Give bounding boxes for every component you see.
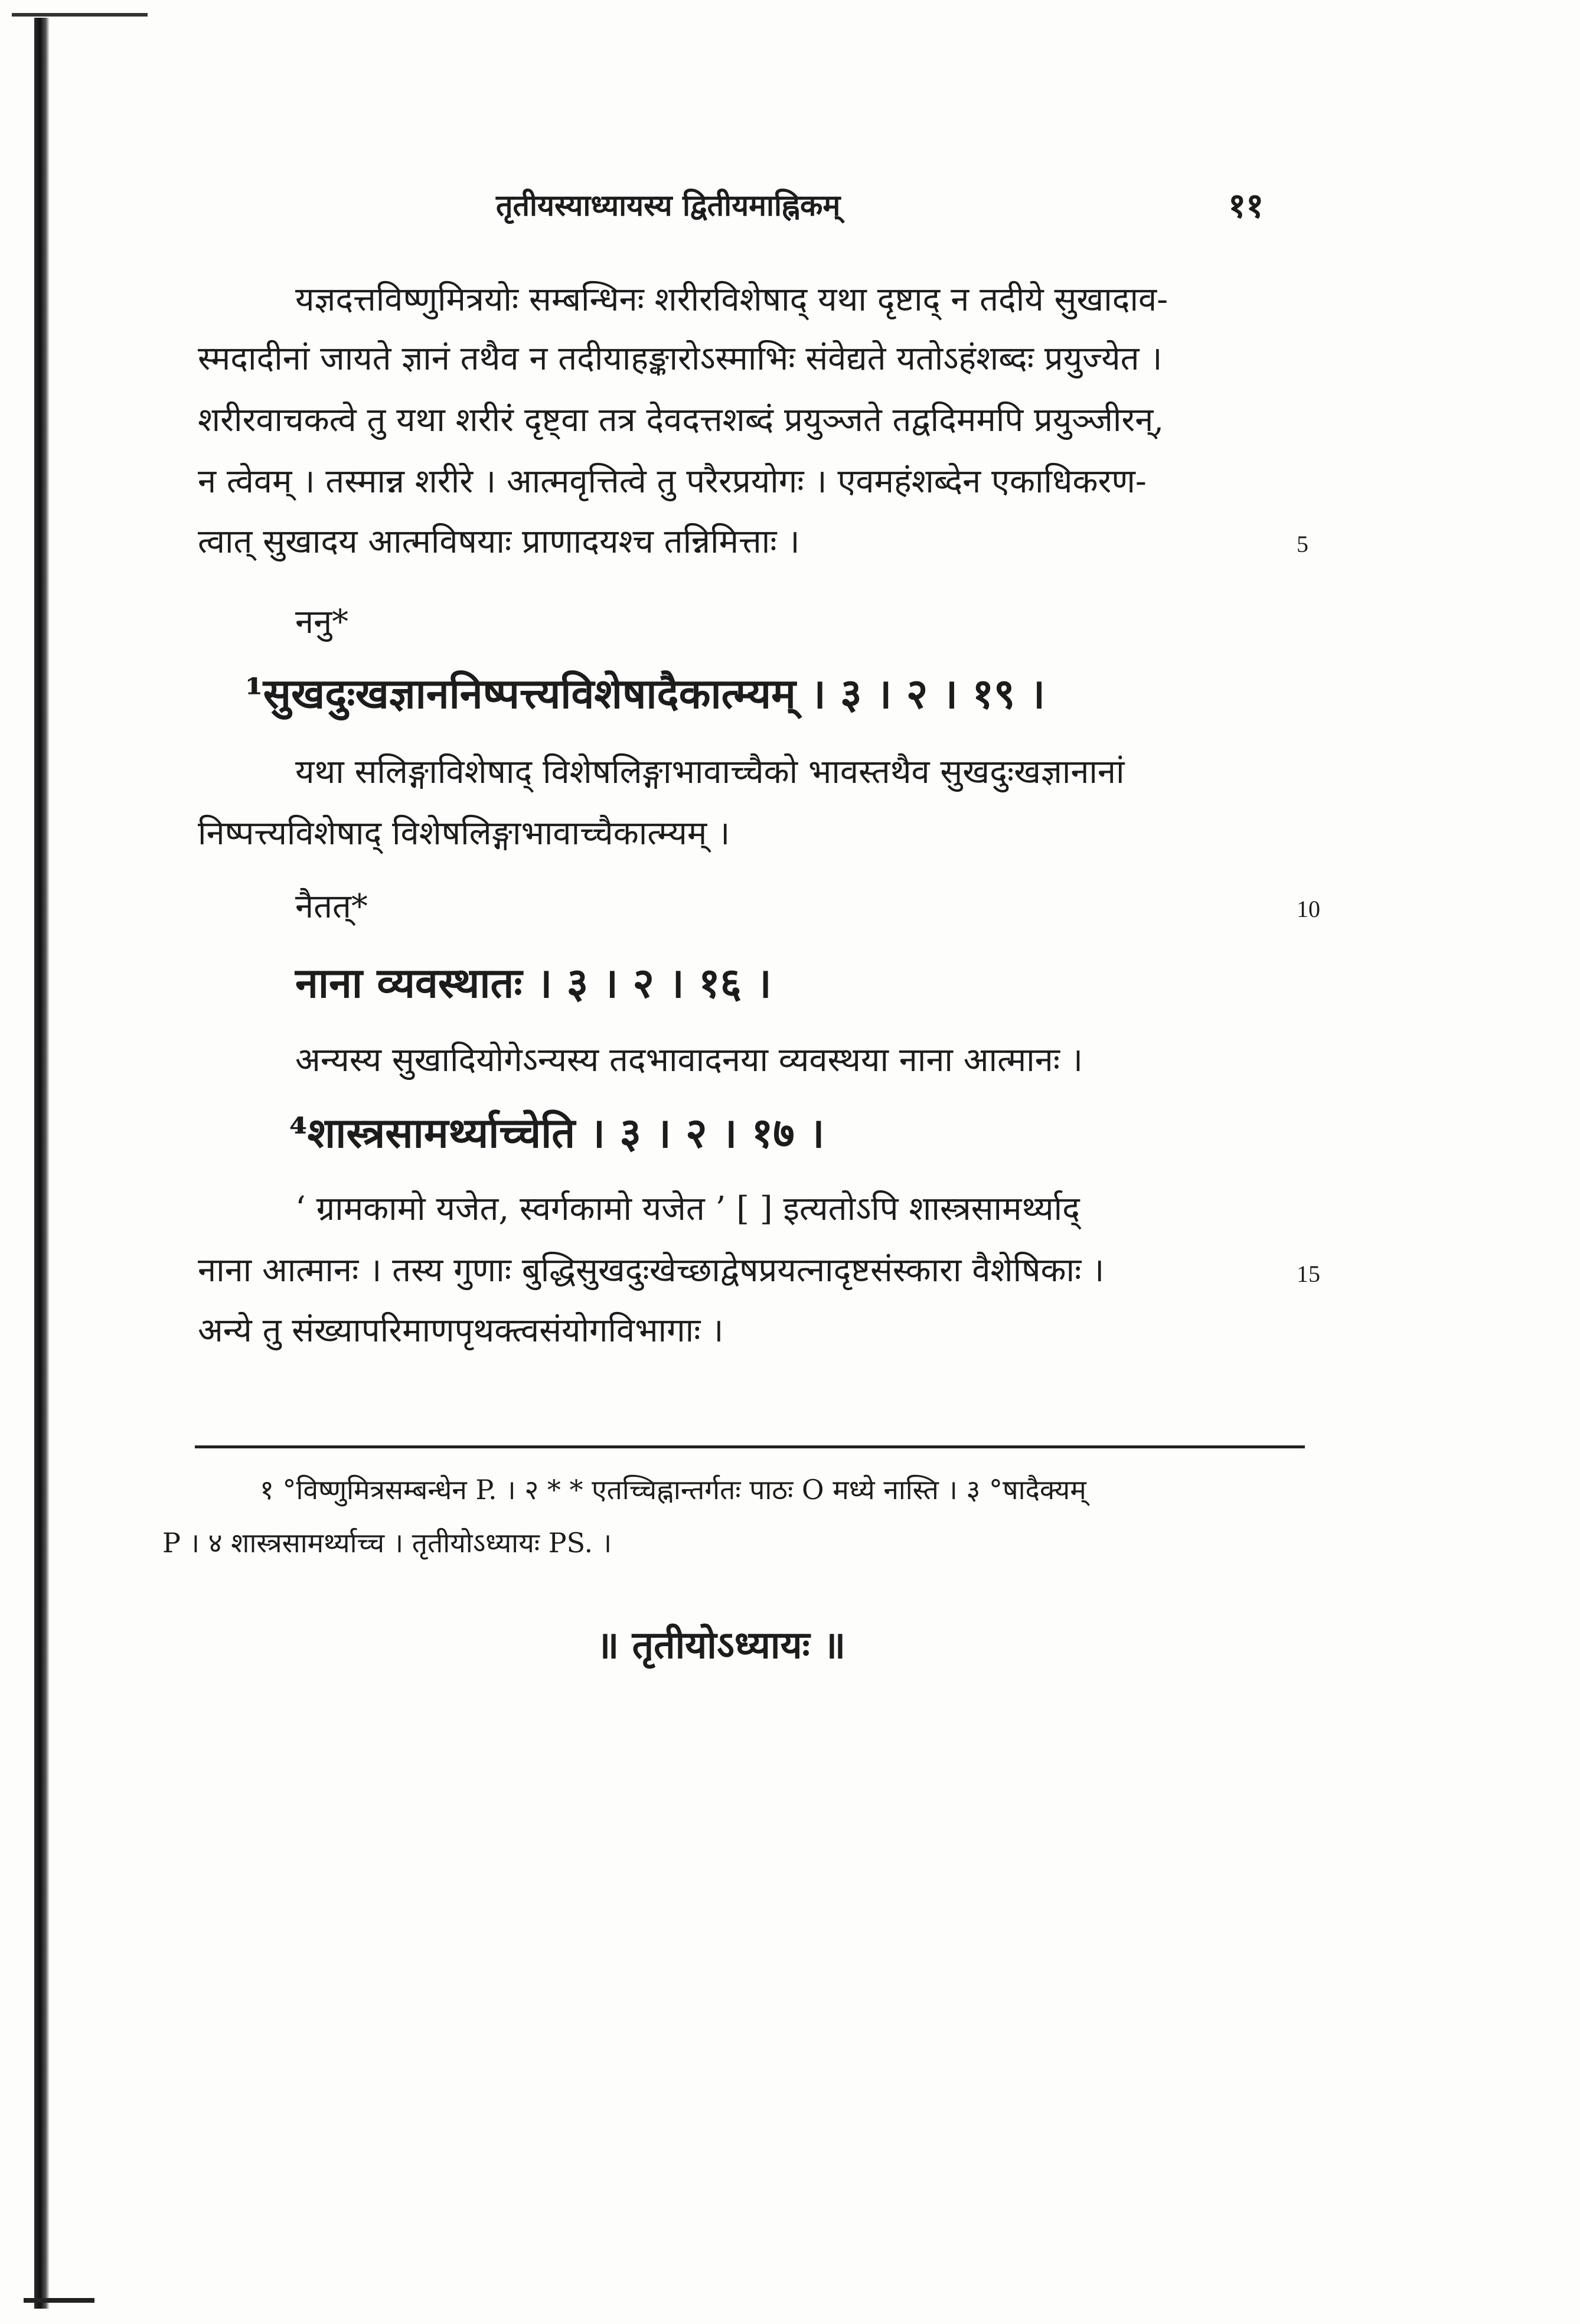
chapter-end-marker: ॥ तृतीयोऽध्यायः ॥ [596, 1623, 846, 1667]
body-line-2: स्मदादीनां जायते ज्ञानं तथैव न तदीयाहङ्कारोऽस्माभिः संवेद्यते यतोऽहंशब्दः प्रयुज्येत । [198, 340, 1163, 378]
commentary-16: अन्यस्य सुखादियोगेऽन्यस्य तदभावादनया व्यवस्थया नाना आत्मानः । [295, 1041, 1083, 1079]
footnote-rule [195, 1445, 1305, 1448]
binding-bottom-mark [24, 2298, 94, 2303]
commentary-17-line-3: अन्ये तु संख्यापरिमाणपृथक्त्वसंयोगविभागाः । [198, 1311, 724, 1350]
commentary-15-line-1: यथा सलिङ्गाविशेषाद् विशेषलिङ्गाभावाच्चैको भावस्तथैव सुखदुःखज्ञानानां [295, 753, 1125, 791]
sutra-16: नाना व्यवस्थातः । ३ । २ । १६ । [295, 958, 772, 1007]
footnote-line-2: P । ४ शास्त्रसामर्थ्याच्च । तृतीयोऽध्यायः PS. । [162, 1527, 612, 1559]
line-number-10: 10 [1297, 896, 1320, 922]
line-number-15: 15 [1297, 1261, 1320, 1287]
naitat-marker: नैतत्* [295, 887, 368, 926]
commentary-15-line-2: निष्पत्त्यविशेषाद् विशेषलिङ्गाभावाच्चैकात्म्यम् । [198, 814, 730, 853]
sutra-15: ¹सुखदुःखज्ञाननिष्पत्त्यविशेषादैकात्म्यम् । ३ । २ । १९ । [245, 669, 1046, 718]
footnote-line-1: १ °विष्णुमित्रसम्बन्धेन P. । २ * * एतच्चिह्नान्तर्गतः पाठः O मध्ये नास्ति । ३ °षादैक्यम् [260, 1474, 1086, 1506]
body-line-1: यज्ञदत्तविष्णुमित्रयोः सम्बन्धिनः शरीरविशेषाद् यथा दृष्टाद् न तदीये सुखादाव- [295, 280, 1168, 319]
binding-top-mark [12, 13, 148, 17]
body-line-3: शरीरवाचकत्वे तु यथा शरीरं दृष्ट्वा तत्र देवदत्तशब्दं प्रयुञ्जते तद्वदिममपि प्रयुञ्जीरन्, [198, 401, 1164, 439]
page-number: ११ [1228, 185, 1264, 226]
binding-edge-shadow [34, 18, 50, 2309]
body-line-4: न त्वेवम् । तस्मान्न शरीरे । आत्मवृत्तित्वे तु परैरप्रयोगः । एवमहंशब्देन एकाधिकरण- [198, 462, 1147, 501]
nanu-marker: ननु* [295, 603, 349, 641]
commentary-17-line-2: नाना आत्मानः । तस्य गुणाः बुद्धिसुखदुःखेच्छाद्वेषप्रयत्नादृष्टसंस्कारा वैशेषिकाः । [198, 1251, 1105, 1290]
line-number-5: 5 [1297, 531, 1308, 557]
sutra-17: ⁴शास्त्रसामर्थ्याच्चेति । ३ । २ । १७ । [289, 1108, 825, 1157]
running-title: तृतीयस्याध्यायस्य द्वितीयमाह्निकम् [496, 188, 841, 223]
commentary-17-line-1: ‘ ग्रामकामो यजेत, स्वर्गकामो यजेत ’ [ ] इत्यतोऽपि शास्त्रसामर्थ्याद् [295, 1190, 1080, 1228]
body-line-5: त्वात् सुखादय आत्मविषयाः प्राणादयश्च तन्निमित्ताः । [198, 523, 800, 561]
